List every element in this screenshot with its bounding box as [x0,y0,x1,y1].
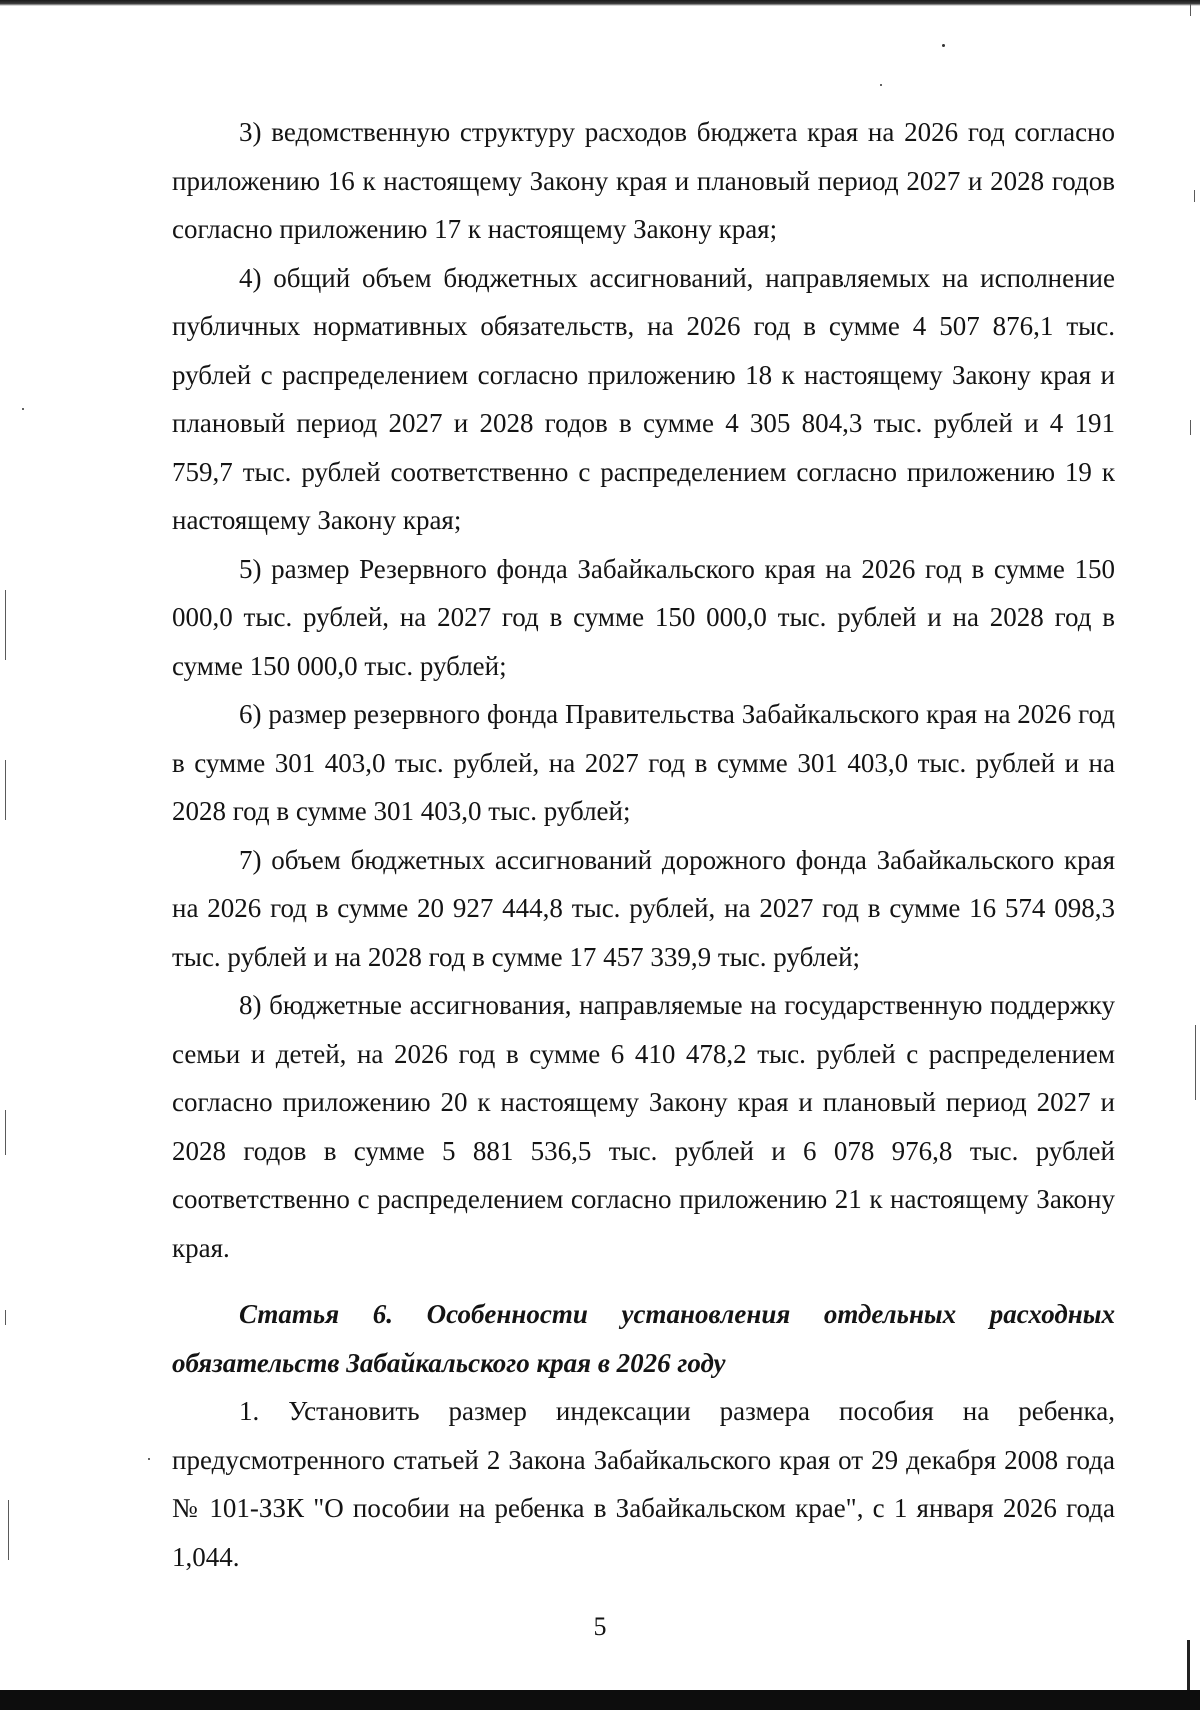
page-number: 5 [593,1612,607,1641]
scan-margin-mark [5,590,6,660]
paragraph-item-8: 8) бюджетные ассигнования, направляемые на государственную поддержку семьи и детей, на 2026 год в сумме 6 410 478,2 тыс. рублей с распределением согласно приложению 20 к настоящему Закону края и плановый период 2027 и 2028 годов в сумме 5 881 536,5 тыс. рублей и 6 078 976,8 тыс. рублей соответственно с распределением согласно приложению 21 к настоящему Закону края. [172,990,1115,1263]
scan-speck [148,1458,150,1460]
paragraph-item-5: 5) размер Резервного фонда Забайкальского края на 2026 год в сумме 150 000,0 тыс. рублей, на 2027 год в сумме 150 000,0 тыс. рублей и на 2028 год в сумме 150 000,0 тыс. рублей; [172,553,1115,681]
scan-top-edge [0,0,1200,6]
scan-margin-mark [1190,420,1191,435]
article-6-paragraph-1: 1. Установить размер индексации размера пособия на ребенка, предусмотренного статьей 2 Закона Забайкальского края от 29 декабря 2008 года № 101-ЗЗК "О пособии на ребенка в Забайкальском крае", с 1 января 2026 года 1,044. [172,1396,1115,1572]
scan-speck [942,44,945,47]
scan-right-edge [1187,1640,1190,1690]
paragraph-item-3: 3) ведомственную структуру расходов бюджета края на 2026 год согласно приложению 16 к настоящему Закону края и плановый период 2027 и 2028 годов согласно приложению 17 к настоящему Закону края; [172,117,1115,244]
scan-bottom-edge [0,1690,1200,1710]
scan-margin-mark [8,1500,9,1560]
scan-speck [22,408,24,410]
scan-margin-mark [1194,190,1195,202]
scan-margin-mark [5,1110,6,1155]
scan-speck [880,84,882,86]
scan-margin-mark [5,1310,6,1325]
paragraph-item-7: 7) объем бюджетных ассигнований дорожного фонда Забайкальского края на 2026 год в сумме 20 927 444,8 тыс. рублей, на 2027 год в сумме 16 574 098,3 тыс. рублей и на 2028 год в сумме 17 457 339,9 тыс. рублей; [172,844,1115,972]
article-6-heading: Статья 6. Особенности установления отдельных расходных обязательств Забайкальского края в 2026 году [172,1299,1115,1378]
scan-margin-mark [5,760,6,820]
scan-margin-mark [1195,1025,1196,1100]
paragraph-item-6: 6) размер резервного фонда Правительства Забайкальского края на 2026 год в сумме 301 403,0 тыс. рублей, на 2027 год в сумме 301 403,0 тыс. рублей и на 2028 год в сумме 301 403,0 тыс. рублей; [172,699,1115,826]
document-page [172,108,1115,1581]
scan-margin-mark [1190,4,1191,16]
paragraph-item-4: 4) общий объем бюджетных ассигнований, направляемых на исполнение публичных нормативных обязательств, на 2026 год в сумме 4 507 876,1 тыс. рублей с распределением согласно приложению 18 к настоящему Закону края и плановый период 2027 и 2028 годов в сумме 4 305 804,3 тыс. рублей и 4 191 759,7 тыс. рублей соответственно с распределением согласно приложению 19 к настоящему Закону края; [172,262,1115,535]
